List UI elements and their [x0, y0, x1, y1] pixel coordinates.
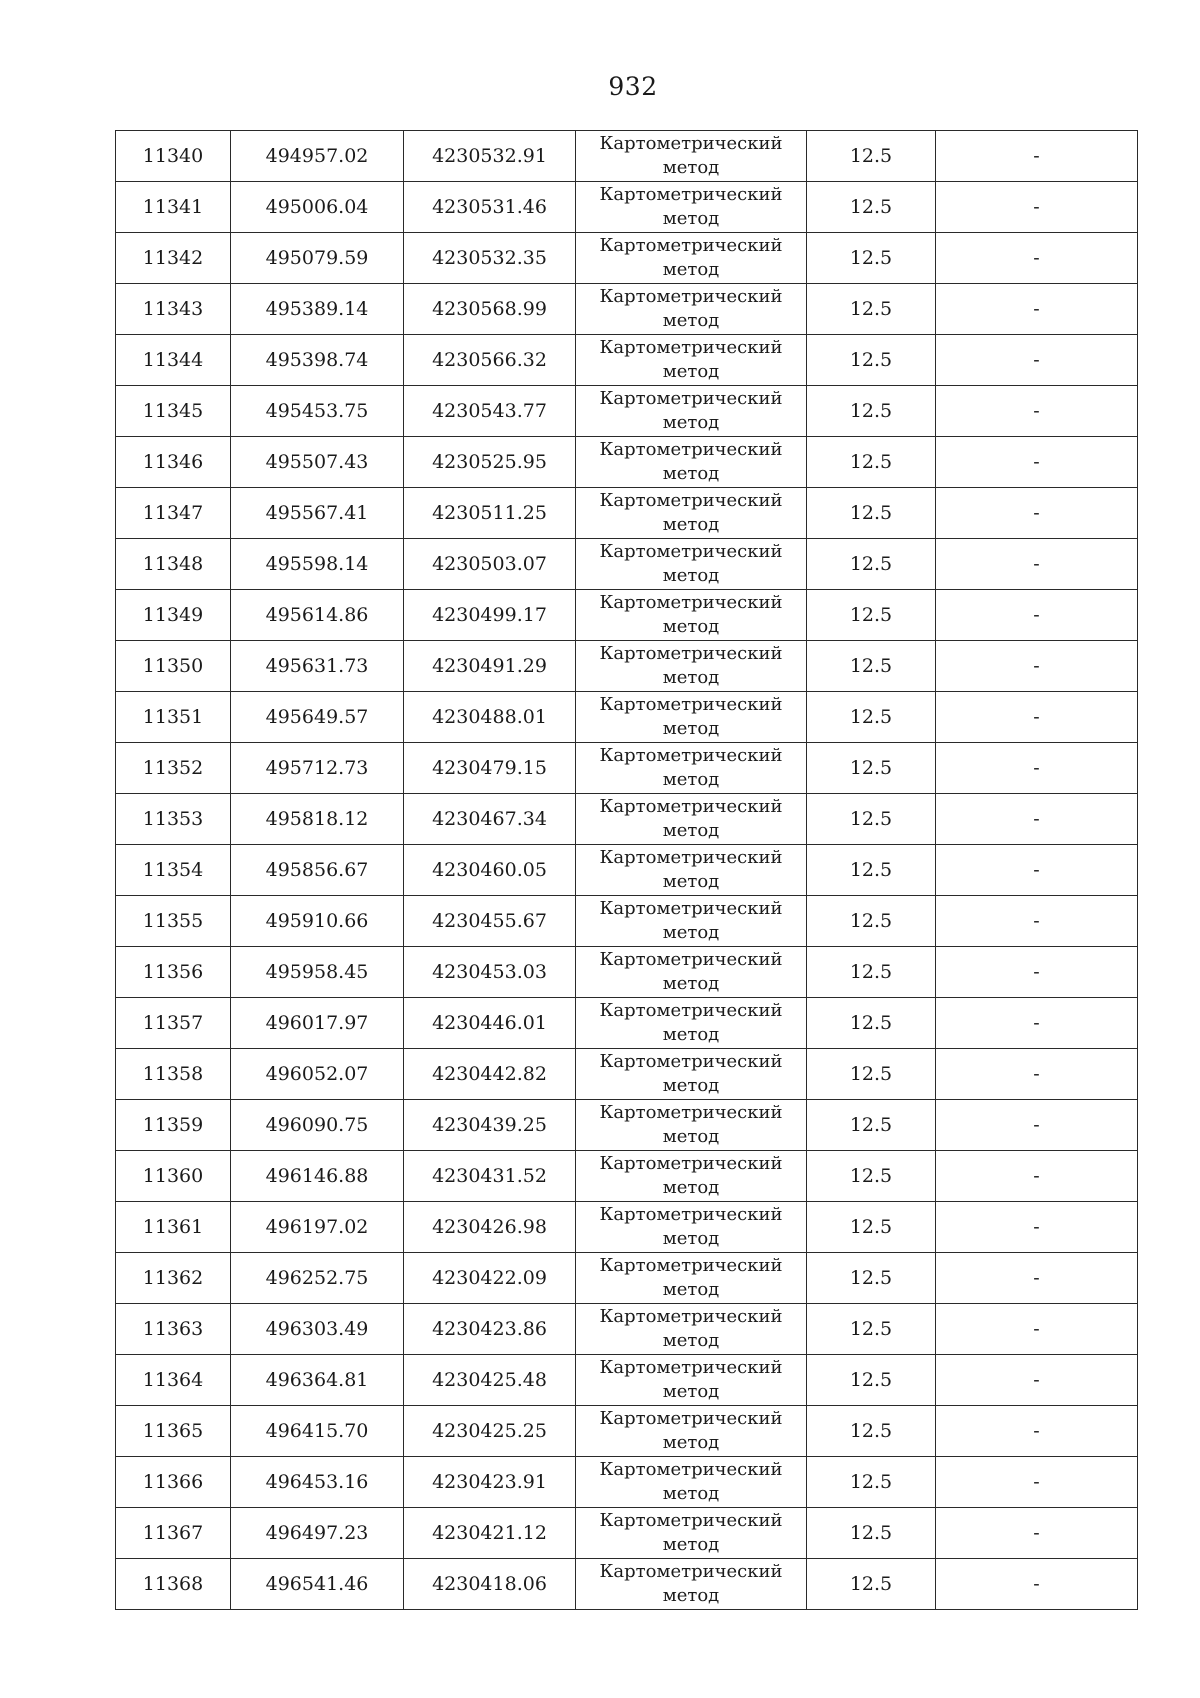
- point-number-cell: 11350: [116, 641, 231, 692]
- method-line-2: метод: [662, 667, 720, 688]
- method-cell: [576, 998, 807, 1049]
- y-coordinate-cell: 4230455.67: [404, 896, 576, 947]
- accuracy-cell: 12.5: [807, 692, 936, 743]
- method-line-2: метод: [662, 1585, 720, 1606]
- point-number-cell: 11353: [116, 794, 231, 845]
- y-coordinate-cell: 4230568.99: [404, 284, 576, 335]
- accuracy-cell: 12.5: [807, 1100, 936, 1151]
- note-cell: -: [936, 131, 1138, 182]
- y-coordinate-cell: 4230446.01: [404, 998, 576, 1049]
- method-cell: [576, 845, 807, 896]
- method-cell: [576, 1406, 807, 1457]
- table-row: [116, 845, 1138, 896]
- y-coordinate-cell: 4230532.91: [404, 131, 576, 182]
- table-row: [116, 1151, 1138, 1202]
- accuracy-cell: 12.5: [807, 488, 936, 539]
- point-number-cell: 11341: [116, 182, 231, 233]
- method-line-1: Картометрический: [599, 1510, 783, 1531]
- method-cell: [576, 1049, 807, 1100]
- method-line-1: Картометрический: [599, 1153, 783, 1174]
- point-number-cell: 11352: [116, 743, 231, 794]
- point-number-cell: 11354: [116, 845, 231, 896]
- accuracy-cell: 12.5: [807, 947, 936, 998]
- y-coordinate-cell: 4230423.91: [404, 1457, 576, 1508]
- note-cell: -: [936, 845, 1138, 896]
- x-coordinate-cell: 496453.16: [231, 1457, 404, 1508]
- method-cell: [576, 743, 807, 794]
- x-coordinate-cell: 495614.86: [231, 590, 404, 641]
- point-number-cell: 11343: [116, 284, 231, 335]
- method-cell: [576, 896, 807, 947]
- note-cell: -: [936, 998, 1138, 1049]
- note-cell: -: [936, 386, 1138, 437]
- x-coordinate-cell: 495398.74: [231, 335, 404, 386]
- y-coordinate-cell: 4230442.82: [404, 1049, 576, 1100]
- method-line-2: метод: [662, 1075, 720, 1096]
- table-row: [116, 488, 1138, 539]
- note-cell: -: [936, 794, 1138, 845]
- table-row: [116, 947, 1138, 998]
- x-coordinate-cell: 496303.49: [231, 1304, 404, 1355]
- x-coordinate-cell: 496017.97: [231, 998, 404, 1049]
- method-line-2: метод: [662, 463, 720, 484]
- x-coordinate-cell: 495567.41: [231, 488, 404, 539]
- method-line-1: Картометрический: [599, 541, 783, 562]
- x-coordinate-cell: 495507.43: [231, 437, 404, 488]
- method-cell: [576, 233, 807, 284]
- accuracy-cell: 12.5: [807, 794, 936, 845]
- x-coordinate-cell: 496497.23: [231, 1508, 404, 1559]
- y-coordinate-cell: 4230425.48: [404, 1355, 576, 1406]
- accuracy-cell: 12.5: [807, 998, 936, 1049]
- point-number-cell: 11362: [116, 1253, 231, 1304]
- method-line-1: Картометрический: [599, 592, 783, 613]
- x-coordinate-cell: 495856.67: [231, 845, 404, 896]
- method-line-2: метод: [662, 718, 720, 739]
- y-coordinate-cell: 4230525.95: [404, 437, 576, 488]
- method-cell: [576, 590, 807, 641]
- method-line-2: метод: [662, 310, 720, 331]
- table-row: [116, 539, 1138, 590]
- method-line-1: Картометрический: [599, 286, 783, 307]
- x-coordinate-cell: 495453.75: [231, 386, 404, 437]
- x-coordinate-cell: 495598.14: [231, 539, 404, 590]
- point-number-cell: 11367: [116, 1508, 231, 1559]
- accuracy-cell: 12.5: [807, 641, 936, 692]
- method-line-1: Картометрический: [599, 643, 783, 664]
- y-coordinate-cell: 4230479.15: [404, 743, 576, 794]
- point-number-cell: 11361: [116, 1202, 231, 1253]
- x-coordinate-cell: 495958.45: [231, 947, 404, 998]
- method-line-1: Картометрический: [599, 133, 783, 154]
- method-line-1: Картометрический: [599, 1357, 783, 1378]
- note-cell: -: [936, 182, 1138, 233]
- method-line-1: Картометрический: [599, 235, 783, 256]
- point-number-cell: 11345: [116, 386, 231, 437]
- y-coordinate-cell: 4230511.25: [404, 488, 576, 539]
- note-cell: -: [936, 1304, 1138, 1355]
- table-row: [116, 437, 1138, 488]
- method-line-2: метод: [662, 1483, 720, 1504]
- point-number-cell: 11368: [116, 1559, 231, 1610]
- y-coordinate-cell: 4230467.34: [404, 794, 576, 845]
- method-cell: [576, 1100, 807, 1151]
- x-coordinate-cell: 495910.66: [231, 896, 404, 947]
- point-number-cell: 11355: [116, 896, 231, 947]
- x-coordinate-cell: 496252.75: [231, 1253, 404, 1304]
- method-cell: [576, 386, 807, 437]
- table-row: [116, 1202, 1138, 1253]
- table-row: [116, 896, 1138, 947]
- x-coordinate-cell: 496415.70: [231, 1406, 404, 1457]
- accuracy-cell: 12.5: [807, 539, 936, 590]
- y-coordinate-cell: 4230431.52: [404, 1151, 576, 1202]
- method-cell: [576, 284, 807, 335]
- y-coordinate-cell: 4230531.46: [404, 182, 576, 233]
- point-number-cell: 11340: [116, 131, 231, 182]
- y-coordinate-cell: 4230422.09: [404, 1253, 576, 1304]
- note-cell: -: [936, 335, 1138, 386]
- method-line-2: метод: [662, 208, 720, 229]
- method-line-1: Картометрический: [599, 1204, 783, 1225]
- method-line-2: метод: [662, 922, 720, 943]
- method-line-2: метод: [662, 1126, 720, 1147]
- method-line-1: Картометрический: [599, 1561, 783, 1582]
- table-row: [116, 1100, 1138, 1151]
- method-line-1: Картометрический: [599, 1102, 783, 1123]
- point-number-cell: 11351: [116, 692, 231, 743]
- accuracy-cell: 12.5: [807, 1202, 936, 1253]
- point-number-cell: 11342: [116, 233, 231, 284]
- method-cell: [576, 335, 807, 386]
- method-cell: [576, 794, 807, 845]
- y-coordinate-cell: 4230566.32: [404, 335, 576, 386]
- table-row: [116, 1253, 1138, 1304]
- note-cell: -: [936, 947, 1138, 998]
- method-line-2: метод: [662, 1330, 720, 1351]
- table-row: [116, 1559, 1138, 1610]
- method-line-2: метод: [662, 1177, 720, 1198]
- point-number-cell: 11358: [116, 1049, 231, 1100]
- method-line-2: метод: [662, 871, 720, 892]
- y-coordinate-cell: 4230488.01: [404, 692, 576, 743]
- table-row: [116, 182, 1138, 233]
- note-cell: -: [936, 437, 1138, 488]
- table-row: [116, 794, 1138, 845]
- accuracy-cell: 12.5: [807, 386, 936, 437]
- x-coordinate-cell: 496146.88: [231, 1151, 404, 1202]
- note-cell: -: [936, 1202, 1138, 1253]
- point-number-cell: 11349: [116, 590, 231, 641]
- note-cell: -: [936, 1100, 1138, 1151]
- method-line-1: Картометрический: [599, 1051, 783, 1072]
- point-number-cell: 11363: [116, 1304, 231, 1355]
- y-coordinate-cell: 4230499.17: [404, 590, 576, 641]
- point-number-cell: 11365: [116, 1406, 231, 1457]
- table-row: [116, 233, 1138, 284]
- method-line-2: метод: [662, 1024, 720, 1045]
- table-row: [116, 284, 1138, 335]
- note-cell: -: [936, 1457, 1138, 1508]
- point-number-cell: 11346: [116, 437, 231, 488]
- accuracy-cell: 12.5: [807, 1457, 936, 1508]
- method-line-1: Картометрический: [599, 949, 783, 970]
- method-cell: [576, 692, 807, 743]
- method-cell: [576, 488, 807, 539]
- coordinates-table-body: [116, 131, 1138, 1610]
- table-row: [116, 692, 1138, 743]
- method-line-1: Картометрический: [599, 694, 783, 715]
- y-coordinate-cell: 4230453.03: [404, 947, 576, 998]
- table-row: [116, 335, 1138, 386]
- point-number-cell: 11366: [116, 1457, 231, 1508]
- accuracy-cell: 12.5: [807, 1151, 936, 1202]
- x-coordinate-cell: 496364.81: [231, 1355, 404, 1406]
- y-coordinate-cell: 4230532.35: [404, 233, 576, 284]
- point-number-cell: 11348: [116, 539, 231, 590]
- method-line-2: метод: [662, 157, 720, 178]
- method-line-1: Картометрический: [599, 1000, 783, 1021]
- accuracy-cell: 12.5: [807, 590, 936, 641]
- x-coordinate-cell: 495631.73: [231, 641, 404, 692]
- method-line-1: Картометрический: [599, 184, 783, 205]
- note-cell: -: [936, 284, 1138, 335]
- accuracy-cell: 12.5: [807, 1253, 936, 1304]
- method-line-1: Картометрический: [599, 898, 783, 919]
- method-cell: [576, 1304, 807, 1355]
- method-line-2: метод: [662, 361, 720, 382]
- accuracy-cell: 12.5: [807, 1508, 936, 1559]
- method-line-1: Картометрический: [599, 439, 783, 460]
- accuracy-cell: 12.5: [807, 1304, 936, 1355]
- method-line-1: Картометрический: [599, 388, 783, 409]
- accuracy-cell: 12.5: [807, 1049, 936, 1100]
- x-coordinate-cell: 495079.59: [231, 233, 404, 284]
- method-line-1: Картометрический: [599, 490, 783, 511]
- y-coordinate-cell: 4230543.77: [404, 386, 576, 437]
- method-line-2: метод: [662, 820, 720, 841]
- method-line-2: метод: [662, 1381, 720, 1402]
- point-number-cell: 11347: [116, 488, 231, 539]
- page-number: 932: [608, 72, 658, 101]
- x-coordinate-cell: 496090.75: [231, 1100, 404, 1151]
- note-cell: -: [936, 1559, 1138, 1610]
- y-coordinate-cell: 4230426.98: [404, 1202, 576, 1253]
- point-number-cell: 11356: [116, 947, 231, 998]
- method-cell: [576, 641, 807, 692]
- x-coordinate-cell: 495818.12: [231, 794, 404, 845]
- method-line-1: Картометрический: [599, 1255, 783, 1276]
- method-line-2: метод: [662, 259, 720, 280]
- note-cell: -: [936, 1049, 1138, 1100]
- x-coordinate-cell: 496197.02: [231, 1202, 404, 1253]
- method-line-1: Картометрический: [599, 1408, 783, 1429]
- x-coordinate-cell: 495389.14: [231, 284, 404, 335]
- x-coordinate-cell: 494957.02: [231, 131, 404, 182]
- note-cell: -: [936, 896, 1138, 947]
- accuracy-cell: 12.5: [807, 437, 936, 488]
- table-row: [116, 743, 1138, 794]
- table-row: [116, 1508, 1138, 1559]
- method-cell: [576, 539, 807, 590]
- table-row: [116, 1355, 1138, 1406]
- x-coordinate-cell: 495006.04: [231, 182, 404, 233]
- method-cell: [576, 437, 807, 488]
- table-row: [116, 1457, 1138, 1508]
- method-line-2: метод: [662, 514, 720, 535]
- table-row: [116, 641, 1138, 692]
- note-cell: -: [936, 743, 1138, 794]
- method-cell: [576, 947, 807, 998]
- note-cell: -: [936, 1406, 1138, 1457]
- accuracy-cell: 12.5: [807, 896, 936, 947]
- point-number-cell: 11357: [116, 998, 231, 1049]
- method-line-2: метод: [662, 769, 720, 790]
- method-cell: [576, 1355, 807, 1406]
- x-coordinate-cell: 495712.73: [231, 743, 404, 794]
- y-coordinate-cell: 4230460.05: [404, 845, 576, 896]
- y-coordinate-cell: 4230418.06: [404, 1559, 576, 1610]
- method-cell: [576, 1253, 807, 1304]
- y-coordinate-cell: 4230425.25: [404, 1406, 576, 1457]
- method-line-2: метод: [662, 565, 720, 586]
- point-number-cell: 11359: [116, 1100, 231, 1151]
- x-coordinate-cell: 495649.57: [231, 692, 404, 743]
- accuracy-cell: 12.5: [807, 335, 936, 386]
- note-cell: -: [936, 233, 1138, 284]
- method-line-1: Картометрический: [599, 796, 783, 817]
- y-coordinate-cell: 4230421.12: [404, 1508, 576, 1559]
- method-line-1: Картометрический: [599, 745, 783, 766]
- table-row: [116, 1304, 1138, 1355]
- method-cell: [576, 1508, 807, 1559]
- note-cell: -: [936, 1253, 1138, 1304]
- accuracy-cell: 12.5: [807, 233, 936, 284]
- method-cell: [576, 1151, 807, 1202]
- y-coordinate-cell: 4230439.25: [404, 1100, 576, 1151]
- note-cell: -: [936, 641, 1138, 692]
- coordinates-table: [115, 130, 1138, 1610]
- method-line-2: метод: [662, 1432, 720, 1453]
- table-row: [116, 998, 1138, 1049]
- note-cell: -: [936, 590, 1138, 641]
- point-number-cell: 11360: [116, 1151, 231, 1202]
- accuracy-cell: 12.5: [807, 131, 936, 182]
- note-cell: -: [936, 488, 1138, 539]
- method-cell: [576, 1457, 807, 1508]
- accuracy-cell: 12.5: [807, 743, 936, 794]
- point-number-cell: 11364: [116, 1355, 231, 1406]
- note-cell: -: [936, 692, 1138, 743]
- note-cell: -: [936, 1151, 1138, 1202]
- method-line-2: метод: [662, 973, 720, 994]
- accuracy-cell: 12.5: [807, 182, 936, 233]
- method-line-2: метод: [662, 412, 720, 433]
- method-cell: [576, 1202, 807, 1253]
- note-cell: -: [936, 539, 1138, 590]
- x-coordinate-cell: 496052.07: [231, 1049, 404, 1100]
- method-line-1: Картометрический: [599, 337, 783, 358]
- note-cell: -: [936, 1508, 1138, 1559]
- method-line-2: метод: [662, 616, 720, 637]
- table-row: [116, 131, 1138, 182]
- method-line-1: Картометрический: [599, 1306, 783, 1327]
- note-cell: -: [936, 1355, 1138, 1406]
- table-row: [116, 590, 1138, 641]
- table-row: [116, 1049, 1138, 1100]
- y-coordinate-cell: 4230491.29: [404, 641, 576, 692]
- method-line-2: метод: [662, 1279, 720, 1300]
- table-row: [116, 386, 1138, 437]
- method-cell: [576, 1559, 807, 1610]
- accuracy-cell: 12.5: [807, 1355, 936, 1406]
- method-line-2: метод: [662, 1534, 720, 1555]
- method-line-1: Картометрический: [599, 847, 783, 868]
- y-coordinate-cell: 4230503.07: [404, 539, 576, 590]
- method-line-2: метод: [662, 1228, 720, 1249]
- accuracy-cell: 12.5: [807, 1559, 936, 1610]
- x-coordinate-cell: 496541.46: [231, 1559, 404, 1610]
- accuracy-cell: 12.5: [807, 845, 936, 896]
- method-cell: [576, 131, 807, 182]
- accuracy-cell: 12.5: [807, 1406, 936, 1457]
- y-coordinate-cell: 4230423.86: [404, 1304, 576, 1355]
- accuracy-cell: 12.5: [807, 284, 936, 335]
- point-number-cell: 11344: [116, 335, 231, 386]
- method-line-1: Картометрический: [599, 1459, 783, 1480]
- method-cell: [576, 182, 807, 233]
- table-row: [116, 1406, 1138, 1457]
